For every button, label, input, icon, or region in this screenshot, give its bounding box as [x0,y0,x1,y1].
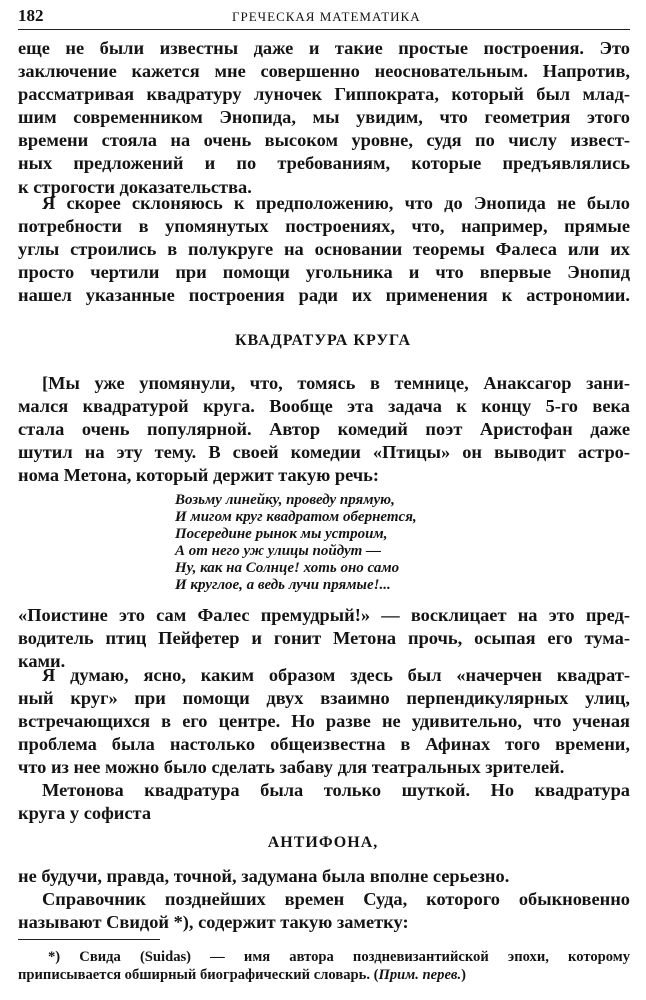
paragraph-4 [18,604,630,673]
paragraph-6 [18,779,630,825]
running-title: ГРЕЧЕСКАЯ МАТЕМАТИКА [232,9,421,24]
text-line: круга у софиста [18,803,152,824]
text-line: времени стояла на очень высоком уровне, судя по числу извест- [18,130,630,151]
text-line: Я думаю, ясно, каким образом здесь был «начерчен квадрат- [42,665,630,685]
text-line: водитель птиц Пейфетер и гонит Метона прочь, осыпая его тума- [18,628,630,649]
text-line: не будучи, правда, точной, задумана была вполне серьезно. [18,866,510,886]
paragraph-3 [18,372,630,487]
paragraph-1 [18,37,630,199]
footnote-line [18,966,630,984]
paragraph-7 [18,865,630,888]
text-line: еще не были известны даже и такие простые построения. Это [18,38,630,58]
text-line: стала очень популярной. Автор комедий поэт Аристофан даже [18,419,630,440]
text-line: рассматривая квадратуру луночек Гиппократа, который был млад- [18,84,630,105]
text-line: нома Метона, который держит такую речь: [18,465,380,486]
paragraph-5 [18,664,630,779]
text-line: ных предложений и по требованиям, которые предъявлялись [18,153,630,174]
footnote-closing: ) [461,967,466,983]
verse-line: А от него уж улицы пойдут — [175,543,382,559]
verse-quote [175,492,555,594]
translator-note: Прим. перев. [378,967,462,983]
text-line: что из нее можно было сделать забаву для театральных зрителей. [18,757,565,778]
text-line: шим современником Энопида, мы увидим, что геометрия этого [18,107,630,128]
text-line: Метонова квадратура была только шуткой. Но квадратура [42,780,630,800]
text-line: [Мы уже упомянули, что, томясь в темнице, Анаксагор зани- [42,373,630,393]
verse-line: Посередине рынок мы устроим, [175,526,388,542]
verse-line: Ну, как на Солнце! хоть оно само [175,560,400,576]
running-head [18,6,630,28]
text-line: называют Свидой *), содержит такую заметку: [18,912,409,933]
verse-line: И круглое, а ведь лучи прямые!... [175,577,391,593]
header-rule [18,29,630,30]
paragraph-8 [18,888,630,934]
section-heading-squaring-circle: КВАДРАТУРА КРУГА [234,332,412,349]
verse-line: Возьму линейку, проведу прямую, [175,492,395,508]
text-line: ный круг» при помощи двух взаимно перпендикулярных улиц, [18,688,630,709]
text-line: углы строились в полукруге на основании теоремы Фалеса или их [18,239,630,260]
footnote-rule [18,939,160,940]
footnote-line: *) Свида (Suidas) — имя автора поздневизантийской эпохи, которому [48,949,630,965]
text-line: шутил на эту тему. В своей комедии «Птицы» он выводит астро- [18,442,630,463]
text-line: нашел указанные построения ради их применения к астрономии. [18,285,630,306]
paragraph-2 [18,192,630,307]
footnote [18,948,630,984]
text-line: заключение кажется мне совершенно неосновательным. Напротив, [18,61,630,82]
text-line: Я скорее склоняюсь к предположению, что до Энопида не было [42,193,630,213]
text-line: встречающихся в его центре. Но разве не удивительно, что ученая [18,711,630,732]
text-line: ками. [18,651,66,672]
section-heading-antiphon: АНТИФОНА, [267,834,379,851]
footnote-text: приписывается обширный биографический словарь. ( [18,967,379,983]
text-line: потребности в упомянутых построениях, что, например, прямые [18,216,630,237]
text-line: мался квадратурой круга. Вообще эта задача к концу 5-го века [18,396,630,417]
text-line: просто чертили при помощи угольника и что впервые Энопид [18,262,630,283]
verse-line: И мигом круг квадратом обернется, [175,509,417,525]
page-number: 182 [18,6,44,25]
text-line: к строгости доказательства. [18,176,252,197]
text-line: проблема была настолько общеизвестна в Афинах того времени, [18,734,630,755]
text-line: «Поистине это сам Фалес премудрый!» — восклицает на это пред- [18,605,630,625]
text-line: Справочник позднейших времен Суда, которого обыкновенно [42,889,630,909]
